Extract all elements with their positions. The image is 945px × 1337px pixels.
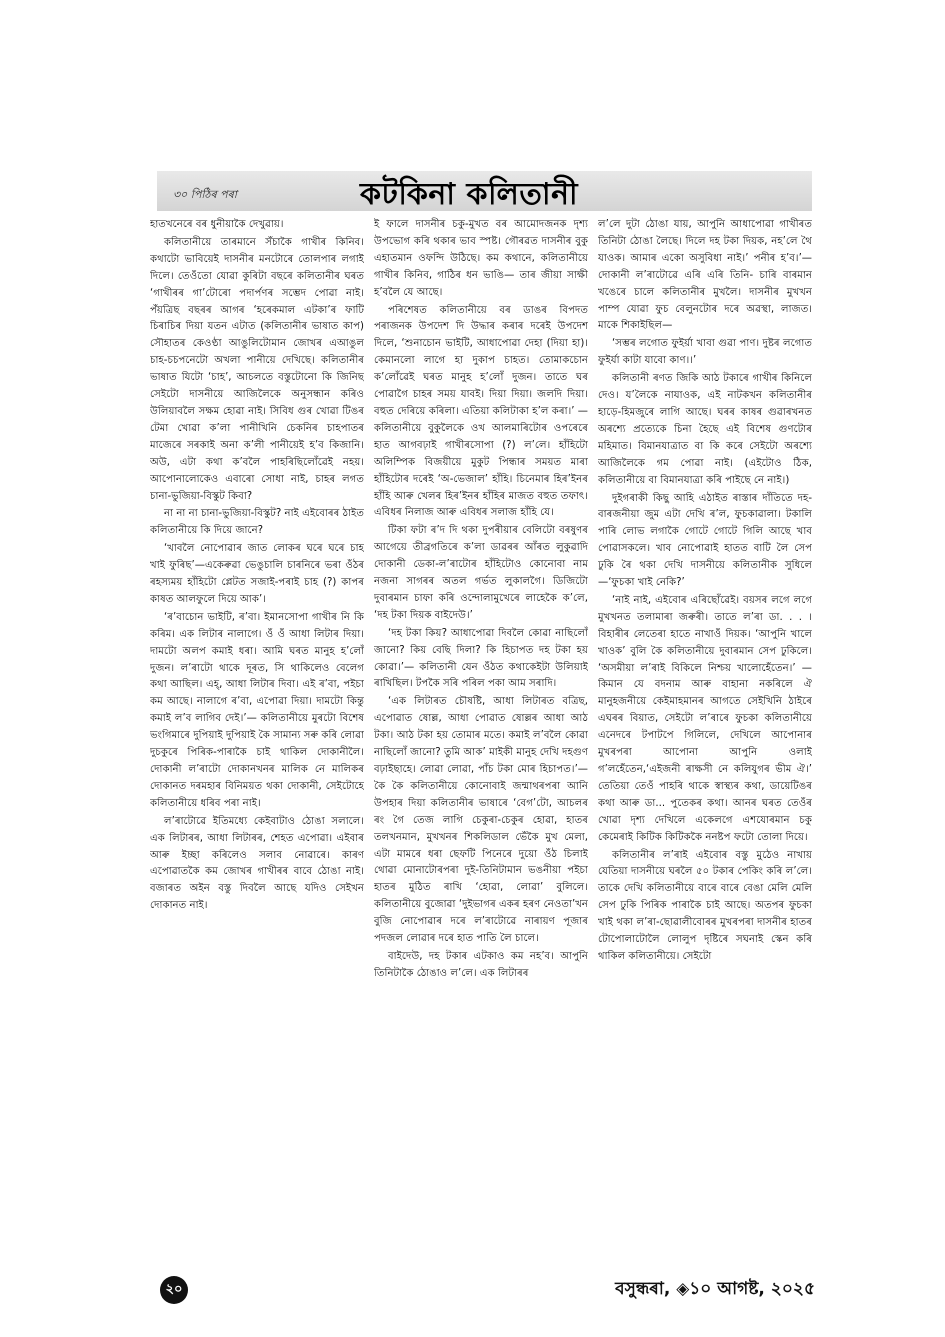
publication-date-footer: বসুন্ধৰা, ◈১০ আগষ্ট, ২০২৫ [615,1279,815,1299]
paragraph: হাতখনেৰে বৰ ধুনীয়াকৈ দেখুৱায়। [150,219,284,230]
paragraph: ল’ৰাটোৱে ইতিমধ্যে কেইবাটাও ঠোঙা সলালে। এক লিটাৰৰ, আধা লিটাৰৰ, শেহত এপোৱা। এইবাৰ আৰু ইচ্ছা কৰিলেও সলাব নোৱাৰে। কাৰণ এপোৱাতকৈ কম জোখৰ গাখীৰৰ বাবে ঠোঙা নাই। বজাৰত অইন বস্তু দিবলৈ আছে যদিও সেইখন দোকানত নাই। [150,815,364,912]
paragraph: ‘সম্ভৰ লগোত ফুইৰ্য়া খাবা গুৱা পাণ। দুষ্টৰ লগোত ফুইৰ্যা কাটা যাবো কাণ।।’ [598,338,812,367]
paragraph: ‘এক লিটাৰত চৌষষ্টি, আধা লিটাৰত বত্ৰিছ, এপোৱাত ষোল্ল, আধা পোৱাত ষোল্লৰ আধা আঠ টকা। আঠ টকা হয় তোমাৰ মতে। কমাই ল’বলৈ কোৱা নাছিলোঁ জানো? তুমি আক’ মাইকী মানুহ দেখি দহগুণ বঢ়াইছাহে। লোৱা লোৱা, পাঁচ টকা মোৰ হিচাপত।’— কৈ কৈ কলিতানীয়ে কোনোবাই জন্মাথৰপৰা আনি উপহাৰ দিয়া কলিতানীৰ ভাষাৰে ‘বেগ’টো, আচলৰ ৰং গৈ তেজ লাগি চেকুৰা-চেকুৰ হোৱা, হাতৰ তলখনমান, মুখখনৰ শিকলিডাল ভেঁকৈ মুখ মেলা, এটা মামৰে ধৰা ছেফটি পিনেৰে দুয়ো ওঁঠ চিলাই থোৱা মোনাটোৰপৰা দুই-তিনিটামান ভঙনীয়া পইচা হাতৰ মুঠিত ৰাখি ‘হোৱা, লোৱা’ বুলিলে। কলিতানীয়ে বুজোৱা ‘দুইভাগৰ একৰ হৰণ নেওতা’খন বুজি নোপোৱাৰ দৰে ল’ৰাটোৱে নাৰায়ণ পূজাৰ পদজল লোৱাৰ দৰে হাত পাতি লৈ চালে। [374,696,588,945]
paragraph: ‘দহ টকা কিয়? আধাপোৱা দিবলৈ কোৱা নাছিলোঁ জানো? কিয় বেছি দিলা? কি হিচাপত দহ টকা হয় কোৱা।’— কলিতানী যেন ওঁঠত কথাকেইটা উলিয়াই ৰাখিছিল। টপকৈ সৰি পৰিল পকা আম সৰাদি। [374,627,588,690]
paragraph: ‘খাবলৈ নোপোৱাৰ জাত লোকৰ ঘৰে ঘৰে চাহ খাই ফুৰিছ’—একেৰুৱা ভেঙুচালি চাৰনিৰে ভৰা ওঁঠৰ ৰহস্যময় হাঁহিটো প্লেটত সজাই-পৰাই চাহ (?) কাপৰ কাষত আলফুলে দিয়ে আক’। [150,543,364,605]
continued-from-label: ৩০ পিঠিৰ পৰা [173,188,237,201]
article-column-1 [150,217,364,1242]
paragraph: ল’লে দুটা ঠোঙা যায়, আপুনি আধাপোৱা গাখীৰত তিনিটা ঠোঙা লৈছে। দিলে দহ টকা দিয়ক, নহ’লে থৈ যাওক। আমাৰ একো অসুবিধা নাই।’ পনীৰ হ’ব।’— দোকানী ল’ৰাটোৱে এৰি এৰি তিনি- চাৰি বাৰমান খঙেৰে চালে কলিতানীৰ মুখলৈ। দাসনীৰ মুখখন পাম্প যোৱা ফুচ বেলুনটোৰ দৰে অৱস্থা, লাজত। মাকে শিকাইছিল— [598,219,812,332]
page-title: কটকিনা কলিতানী [360,177,579,212]
paragraph: পৰিশেষত কলিতানীয়ে বৰ ডাঙৰ বিপদত পৰাজনক উপদেশ দি উদ্ধাৰ কৰাৰ দৰেই উপদেশ দিলে, ‘শুনাচোন ভাইটি, আধাপোৱা দেহা (দিয়া হা)। কেমানলো লাগে হা দুকাপ চাহত। তোমাকচোন ক’লোঁৱেই ঘৰত মানুহ হ’লোঁ দুজন। তাতে ঘৰ পোৱাগৈ চাহৰ সময় যাবই। দিয়া দিয়া। জলদি দিয়া। বহুত দেৰিয়ে কৰিলা। এতিয়া কলিটাকা হ’ল কৰা।’ — কলিতানীয়ে বুকুলৈকে ওখ আলমাৰিটোৰ ওপৰেৰে হাত আগবঢ়াই গাখীৰসোপা (?) ল’লে। হাঁহিটো অলিম্পিক বিজয়ীয়ে মুকুট পিন্ধাৰ সময়ত মাৰা হাঁহিটোৰ দৰেই ‘অ-ভেজাল’ হাঁহি। চিনেমাৰ হিৰ’ইনৰ হাঁহি আৰু খেলৰ হিৰ’ইনৰ হাঁহিৰ মাজত বহুত তফাৎ। এবিধৰ নিলাজ আৰু এবিধৰ সলাজ হাঁহি যে। [374,304,588,519]
paragraph: না না না চানা-ভুজিয়া-বিস্কুট? নাই এইবোৰৰ ঠাইত কলিতানীয়ে কি দিয়ে জানে? [150,508,364,537]
page-number: ২০ [160,1276,188,1304]
article-column-2 [374,217,588,1242]
paragraph: ‘ৰ’বাচোন ভাইটি, ৰ’বা। ইমানসোপা গাখীৰ নি কি কৰিম। এক লিটাৰ নালাগে। ওঁ ওঁ আধা লিটাৰ দিয়া। দামটো অলপ কমাই ধৰা। আমি ঘৰত মানুহ হ’লোঁ দুজন। ল’ৰাটো থাকে দূৰত, সি থাকিলেও বেলেগ কথা আছিল। এহ্, আধা লিটাৰ দিবা। এই ৰ’বা, পইচা কম আছে। নালাগে ৰ’বা, এপোৱা দিয়া। দামটো কিন্তু কমাই ল’ব লাগিব দেই।’— কলিতানীয়ে মুৰটো বিশেষ ভংগিমাৰে দুপিয়াই দুপিয়াই কৈ সামান্য সৰু কৰি লোৱা দুচকুৰে পিৰিক-পাৰাকৈ চাই থাকিল দোকানীলৈ। দোকানী ল’ৰাটো দোকানখনৰ মালিক নে মালিকৰ দোকানত দৰমহাৰ বিনিময়ত থকা দোকানী, সেইটোহে কলিতানীয়ে ধৰিব পৰা নাই। [150,611,364,809]
paragraph: বাইদেউ, দহ টকাৰ এটকাও কম নহ’ব। আপুনি তিনিটাকৈ ঠোঙাও ল’লে। এক লিটাৰৰ [374,950,588,979]
paragraph: কলিতানীয়ে তাৰমানে সঁচাকৈ গাখীৰ কিনিব। কথাটো ভাবিয়েই দাসনীৰ মনটোৰে তোলপাৰ লগাই দিলে। তেওঁতো যোৱা কুৰিটা বছৰে কলিতানীৰ ঘৰত ‘গাখীৰৰ গা’টোৰো পদাৰ্পণৰ সম্ভেদ পোৱা নাই। পঁয়ত্ৰিছ বছৰৰ আগৰ ‘হৰেকমাল এটকা’ৰ ফাটি চিৰাচিৰ দিয়া যতন এটাত (কলিতানীৰ ভাষাত কাপ) সৌহাতৰ কেওণ্ঠা আঙুলিটোমান জোখৰ এআঙুল চাহ-চচপনেটো অখলা পানীয়ে দেখিছে। কলিতানীৰ ভাষাত যিটো ‘চাহ’, আচলতে বস্তুটোনো কি জিনিছ সেইটো দাসনীয়ে আজিলৈকে অনুসন্ধান কৰিও উলিয়াবলৈ সক্ষম হোৱা নাই। সিবিধ গুৰ খোৱা টিঙৰ টেমা খোৱা ক’লা পানীখিনি চেকনিৰ চাহপাতৰ মাজেৰে সৰকাই অনা ক’লী পানীয়েই হ’ব কিজানি। অউ, এটা কথা ক’বলৈ পাহৰিছিলোঁৱেই নহয়। আপোনালোকেও এবাৰো সোধা নাই, চাহৰ লগত চানা-ভুজিয়া-বিস্কুট কিবা? [150,236,364,502]
paragraph: ‘নাই নাই, এইবোৰ এৰিছোঁৱেই। বয়সৰ লগে লগে মুখখনত তলামাৰা জৰুৰী। তাতে ল’ৰা ডা. . . ।বিহাৰীৰ লেতেৰা হাতে নাখাওঁ দিয়ক। ‘আপুনি খালে খাওক’ বুলি কৈ কলিতানীয়ে দুবাৰমান সেপ ঢুকিলে। ‘অসমীয়া ল’ৰাই বিকিলে নিশ্চয় খালোহেঁতেন।’ —কিমান যে বদনাম আৰু বাহানা নকৰিলে ঐ মানুহজনীয়ে কেইমাহমানৰ আগতে সেইখিনি ঠাইৰে এঘৰৰ বিয়াত, সেইটো ল’ৰাৰে ফুচকা কলিতানীয়ে এনেদৰে টপাটপে গিলিলে, দেখিলে আপোনাৰ মুখৰপৰা আপোনা আপুনি ওলাই গ’লহেঁতেন,‘এইজনী ৰাক্ষসী নে কলিযুগৰ ভীম ঐ।’ তেতিয়া তেওঁ পাহৰি থাকে স্বাস্থ্যৰ কথা, ডায়েটিঙৰ কথা আৰু ডা... পুতেকৰ কথা। আনৰ ঘৰত তেওঁৰ খোৱা দৃশ্য দেখিলে একেলগে এশযোৰমান চকু কেমেৰাই কিটিক কিটিককৈ ননষ্টপ ফটো তোলা দিয়ে। [598,594,812,843]
paragraph: টিকা ফটা ৰ’দ দি থকা দুপৰীয়াৰ বেলিটো বৰষুণৰ আগেয়ে তীব্ৰগতিৰে ক’লা ডাৱৰৰ আঁৰত লুকুৱাদি দোকানী ডেকা-ল’ৰাটোৰ হাঁহিটোও কোনোবা নাম নজনা সাগৰৰ অতল গৰ্ভত লুকালগৈ। ডিজিটো দুবাৰমান চাফা কৰি ওন্দোলামুখেৰে লাহেকৈ ক’লে, ‘দহ টকা দিয়ক বাইদেউ।’ [374,525,588,621]
article-body [150,217,812,1242]
article-column-3 [598,217,812,1242]
paragraph: দুইগৰাকী কিছু আহি এঠাইত ৰাস্তাৰ দাঁতিতে দহ-বাৰজনীয়া জুম এটা দেখি ৰ’ল, ফুচকাৱালা। টকালি পাৰি লোভ লগাকৈ গোটে গোটে গিলি আছে খাব পোৱাসকলে। খাব নোপোৱাই হাতত বাটি লৈ সেপ ঢুকি ৰৈ থকা দেখি দাসনীয়ে কলিতানীক সুধিলে—‘ফুচকা খাই নেকি?’ [598,492,812,589]
paragraph: কলিতানী ৰণত জিকি আঠ টকাৰে গাখীৰ কিনিলে দেও। য’লৈকে নাযাওক, এই নাটকখন কলিতানীৰ হাড়ে-হিমজুৰে লাগি আছে। ঘৰৰ কাষৰ গুৱাৰখনত অৰশ্যে প্ৰত্যেকে চিনা হৈছে এই বিশেষ গুণটোৰ মহিমাত। বিমানযাত্ৰাত বা কি কৰে সেইটো অৰশ্যে আজিলৈকে গম পোৱা নাই। (এইটোও ঠিক, কলিতানীয়ে বা বিমানযাত্ৰা কৰি পাইছে নে নাই।) [598,373,812,486]
paragraph: কলিতানীৰ ল’ৰাই এইবোৰ বস্তু মুঠেও নাখায় যেতিয়া দাসনীয়ে ঘৰলৈ ৫০ টকাৰ পেকিং কৰি ল’লে। তাকে দেখি কলিতানীয়ে বাৰে বাৰে বেঙা মেলি মেলি সেপ ঢুকি পিৰিক পাৰাকৈ চাই আছে। অতপৰ ফুচকা খাই থকা ল’ৰা-ছোৱালীবোৰৰ মুখৰপৰা দাসনীৰ হাতৰ টোপোলাটোলৈ লোলুপ দৃষ্টিৰে সঘনাই স্কেন কৰি থাকিল কলিতানীয়ে। সেইটো [598,849,812,962]
paragraph: ই ফালে দাসনীৰ চকু-মুখত বৰ আমোদজনক দৃশ্য উপভোগ কৰি থকাৰ ভাব স্পষ্ট। গৌৰৱত দাসনীৰ বুকু এহাতমান ওফন্দি উঠিছে। কম কথানে, কলিতানীয়ে গাখীৰ কিনিব, গাঠিৰ ধন ভাঙি— তাৰ জীয়া সাক্ষী হ’বলৈ যে আছে। [374,219,588,298]
